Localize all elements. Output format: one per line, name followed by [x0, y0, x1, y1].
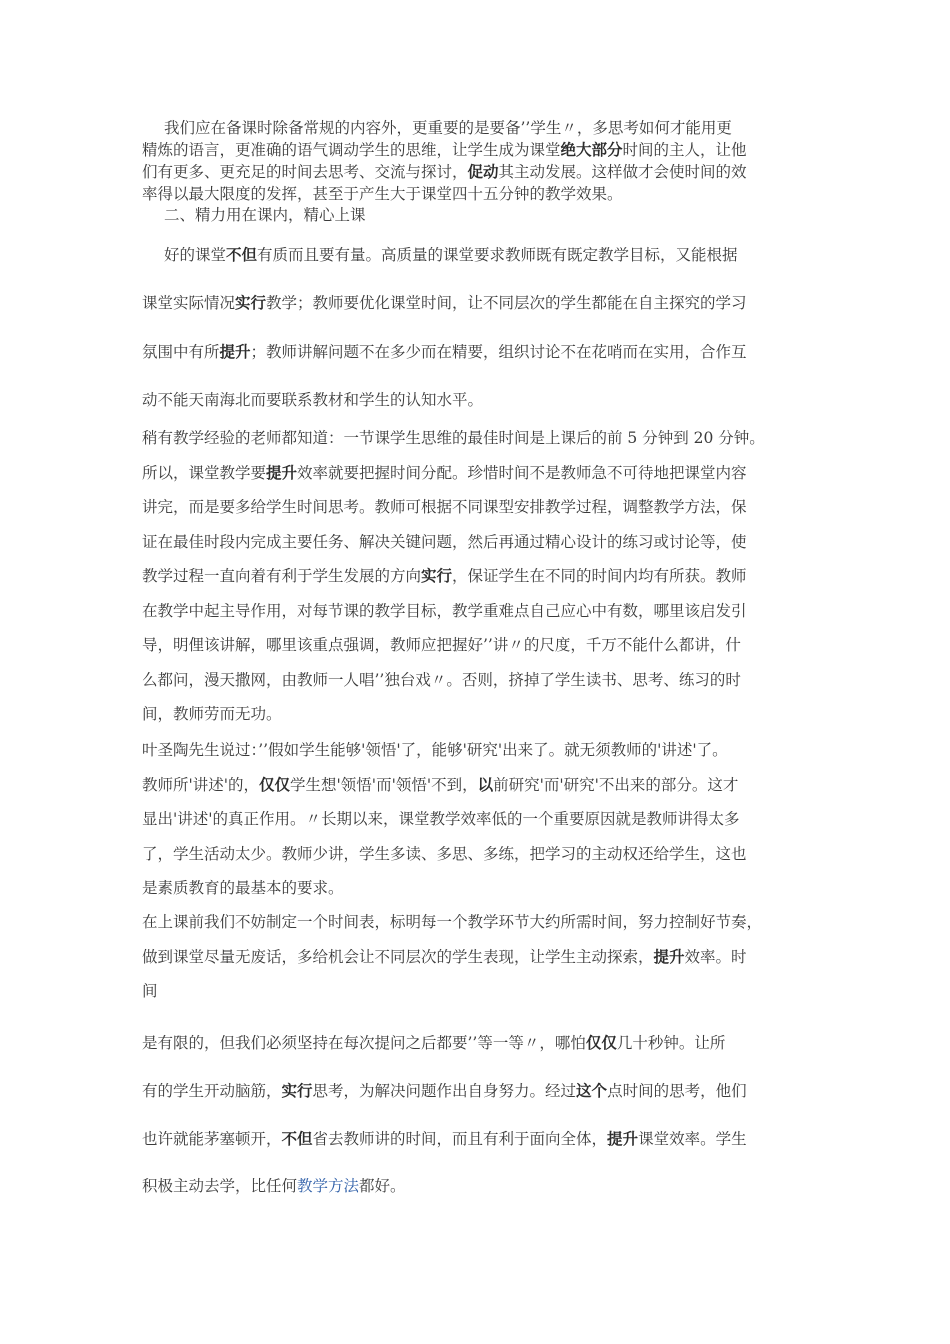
text-line	[142, 974, 822, 1009]
text-run: 有质而且要有量。高质量的课堂要求教师既有既定教学目标，又能根据	[257, 246, 738, 264]
text-run: 有的学生开动脑筋，	[142, 1082, 282, 1100]
text-run: 积极主动去学，比任何	[142, 1177, 298, 1195]
text-run: 点时间的思考，他们	[607, 1082, 747, 1100]
bold-text-run: 实行	[281, 1082, 313, 1100]
text-line	[142, 871, 822, 906]
text-run: 么都问，漫天撒网，由教师一人唱’’独台戏〃。否则，挤掉了学生读书、思考、练习的时	[142, 670, 741, 689]
text-line	[142, 340, 747, 364]
text-line	[142, 697, 822, 732]
text-run: 教学；教师要优化课堂时间，让不同层次的学生都能在自主探究的学习	[266, 294, 747, 312]
bold-text-run: 不但	[226, 246, 258, 264]
paragraph-3	[142, 421, 822, 732]
text-line	[142, 490, 822, 525]
text-run: 效率就要把握时间分配。珍惜时间不是教师急不可待地把课堂内容	[297, 463, 747, 482]
text-run: ，保证学生在不同的时间内均有所获。教师	[452, 567, 747, 585]
text-line	[142, 117, 822, 139]
text-run: 其主动发展。这样做才会使时间的效	[498, 163, 747, 181]
text-line	[142, 802, 822, 837]
text-run: ；教师讲解问题不在多少而在精要，组织讨论不在花哨而在实用，合作互	[250, 343, 747, 361]
text-run: 我们应在备课时除备常规的内容外，更重要的是要备’’学生〃，多思考如何才能用更	[164, 119, 732, 137]
text-line	[142, 837, 822, 872]
bold-text-run: 提升	[266, 463, 298, 482]
bold-text-run: 绝大部分	[560, 141, 623, 159]
text-run: 在教学中起主导作用，对每节课的教学目标，教学重难点自己应心中有数，哪里该启发引	[142, 601, 747, 620]
text-run: 氛围中有所	[142, 343, 220, 361]
text-run: 前研究'而'研究'不出来的部分。这才	[493, 775, 739, 794]
bold-text-run: 不但	[281, 1130, 313, 1148]
text-run: 是素质教育的最基本的要求。	[142, 879, 344, 897]
text-line	[142, 161, 822, 183]
text-run: 率得以最大限度的发挥，甚至于产生大于课堂四十五分钟的教学效果。	[142, 185, 623, 203]
text-line	[142, 183, 822, 205]
text-run: 思考，为解决问题作出自身努力。经过	[312, 1082, 577, 1100]
text-run: 学生想'领悟'而'领悟'不到，	[290, 775, 478, 794]
text-line	[142, 559, 822, 594]
bold-text-run: 促动	[467, 163, 499, 181]
text-run: 省去教师讲的时间，而且有利于面向全体，	[312, 1130, 608, 1148]
text-line	[142, 421, 822, 456]
text-run: 了，学生活动太少。教师少讲，学生多读、多思、多练，把学习的主动权还给学生，这也	[142, 844, 747, 863]
text-run: 讲完，而是要多给学生时间思考。教师可根据不同课型安排教学过程，调整教学方法，保	[142, 498, 747, 516]
text-line	[142, 388, 483, 412]
text-run: 所以，课堂教学要	[142, 463, 267, 482]
text-run: 显出'讲述'的真正作用。〃长期以来，课堂教学效率低的一个重要原因就是教师讲得太多	[142, 810, 740, 828]
text-line	[142, 243, 738, 267]
text-run: 时间的主人，让他	[622, 141, 747, 159]
text-run: 们有更多、更充足的时间去思考、交流与探讨，	[142, 163, 468, 181]
bold-text-run: 提升	[607, 1130, 639, 1148]
text-line	[142, 139, 822, 161]
bold-text-run: 以	[477, 775, 494, 794]
text-run: 精炼的语言，更准确的语气调动学生的思维，让学生成为课堂	[142, 141, 561, 159]
teaching-method-link[interactable]: 教学方法	[297, 1177, 360, 1195]
text-run: 叶圣陶先生说过：’’假如学生能够'领悟'了，能够'研究'出来了。就无须教师的'讲述'了。	[142, 741, 728, 759]
bold-text-run: 提升	[653, 947, 685, 966]
text-run: 几十秒钟。让所	[616, 1034, 726, 1052]
paragraph-1	[142, 117, 822, 205]
paragraph-5	[142, 905, 822, 1009]
text-line	[142, 1127, 747, 1151]
text-line	[142, 628, 822, 663]
text-line	[142, 1079, 747, 1103]
text-line	[142, 1031, 725, 1055]
text-run: 都好。	[359, 1177, 406, 1195]
text-line	[142, 940, 822, 975]
text-run: 课堂效率。学生	[638, 1130, 747, 1148]
text-line	[142, 1174, 406, 1198]
text-line	[142, 905, 822, 940]
text-line	[142, 733, 822, 768]
text-run: 效率。时	[684, 947, 747, 966]
paragraph-4	[142, 733, 822, 906]
bold-text-run: 实行	[235, 294, 267, 312]
text-run: 教师所'讲述'的，	[142, 775, 260, 794]
text-line	[142, 663, 822, 698]
text-line	[142, 291, 747, 315]
section-heading	[164, 204, 844, 226]
bold-text-run: 这个	[576, 1082, 608, 1100]
text-run: 好的课堂	[164, 246, 227, 264]
text-run: 证在最佳时段内完成主要任务、解决关键问题，然后再通过精心设计的练习或讨论等，使	[142, 532, 747, 551]
section-heading-text: 二、精力用在课内，精心上课	[164, 206, 366, 224]
text-run: 也许就能茅塞顿开，	[142, 1130, 282, 1148]
text-line	[142, 525, 822, 560]
bold-text-run: 提升	[219, 343, 251, 361]
bold-text-run: 仅仅	[259, 775, 291, 794]
text-line	[142, 768, 822, 803]
bold-text-run: 仅仅	[585, 1034, 617, 1052]
text-run: 稍有教学经验的老师都知道：一节课学生思维的最佳时间是上课后的前 5 分钟到 20 分钟。	[142, 429, 765, 447]
text-line	[142, 456, 822, 491]
bold-text-run: 实行	[421, 567, 453, 585]
text-run: 导，明俚该讲解，哪里该重点强调，教师应把握好’’讲〃的尺度，千万不能什么都讲，什	[142, 636, 741, 654]
text-line	[142, 594, 822, 629]
text-run: 是有限的，但我们必须坚持在每次提问之后都要’’等一等〃，哪怕	[142, 1034, 586, 1052]
text-run: 间	[142, 982, 158, 1000]
text-run: 做到课堂尽量无废话，多给机会让不同层次的学生表现，让学生主动探索，	[142, 947, 654, 966]
text-run: 在上课前我们不妨制定一个时间表，标明每一个教学环节大约所需时间，努力控制好节奏，	[142, 913, 763, 931]
text-run: 动不能天南海北而要联系教材和学生的认知水平。	[142, 391, 484, 409]
text-run: 教学过程一直向着有利于学生发展的方向	[142, 567, 422, 585]
text-run: 课堂实际情况	[142, 294, 236, 312]
text-run: 间，教师劳而无功。	[142, 705, 282, 723]
